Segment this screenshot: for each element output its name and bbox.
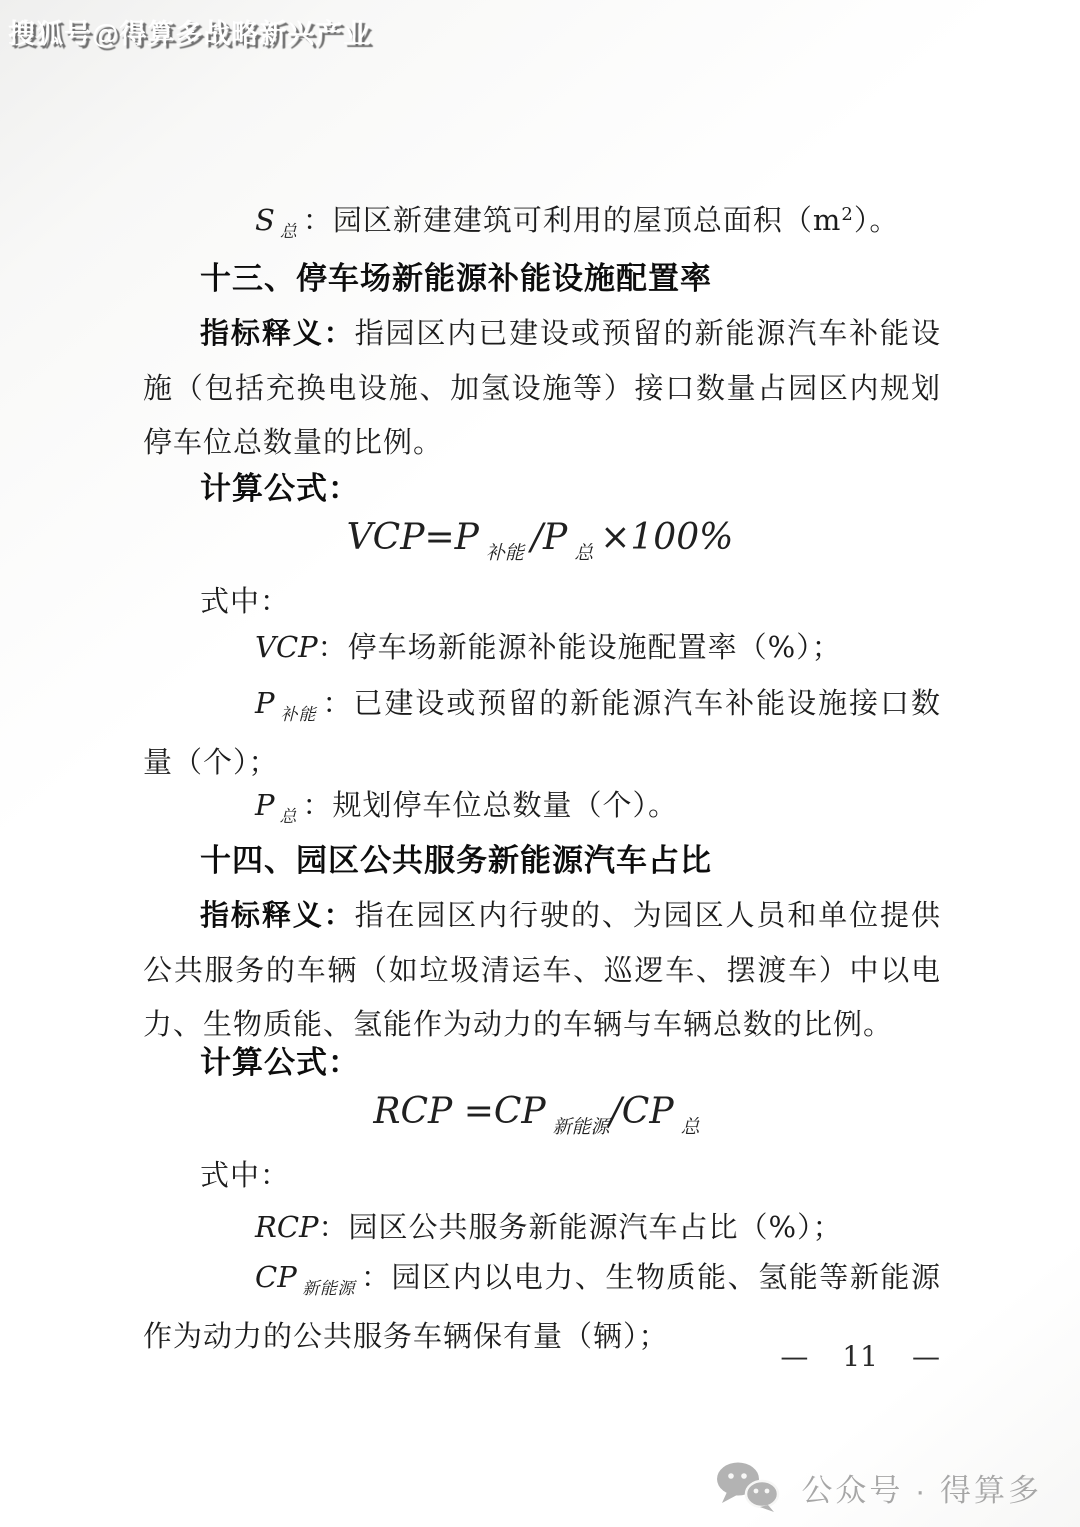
formula-rcp	[0, 1090, 1080, 1139]
section-13-heading: 十三、停车场新能源补能设施配置率	[200, 261, 712, 296]
formula-vcp-lhs: VCP=P	[346, 517, 479, 558]
vcp-term-text: ：停车场新能源补能设施配置率（%）；	[317, 630, 842, 664]
rcp-term-text: ：园区公共服务新能源汽车占比（%）；	[318, 1210, 843, 1244]
formula-vcp-rhs: ×100%	[600, 517, 734, 558]
cp-newenergy-term-text: ：园区内以电力、生物质能、氢能等新能源作为动力的公共服务车辆保有量（辆）；	[143, 1260, 941, 1353]
s-line-text: ：园区新建建筑可利用的屋顶总面积（m	[302, 203, 842, 237]
formula-vcp-sub2: 总	[574, 542, 594, 564]
var-s-subscript: 总	[279, 222, 297, 242]
formula-vcp	[0, 516, 1080, 565]
s-line-tail: ）。	[853, 203, 900, 237]
calc-formula-label-13: 计算公式：	[200, 471, 360, 506]
sohu-watermark: 搜狐号@得算多战略新兴产业	[8, 19, 372, 49]
section-14-definition	[143, 888, 941, 1051]
wechat-icon	[715, 1462, 785, 1512]
section-13-definition	[143, 306, 941, 469]
p-total-term-text: ：规划停车位总数量（个）。	[302, 788, 679, 822]
page-number-value: 11	[842, 1340, 878, 1373]
formula-rcp-sub1: 新能源	[552, 1116, 610, 1138]
s-total-definition-line	[143, 193, 941, 252]
where-label-14: 式中：	[200, 1158, 291, 1192]
var-p-supply-subscript: 补能	[279, 705, 317, 725]
var-vcp: VCP	[255, 630, 318, 664]
wechat-account-badge	[715, 1462, 1042, 1512]
formula-vcp-mid: /P	[530, 517, 568, 558]
p-total-term-line	[143, 778, 941, 837]
formula-rcp-lhs: RCP =CP	[373, 1091, 546, 1132]
var-p-supply: P	[255, 686, 275, 720]
formula-rcp-mid: /CP	[609, 1091, 674, 1132]
section-14-heading: 十四、园区公共服务新能源汽车占比	[200, 843, 712, 878]
where-label-13: 式中：	[200, 584, 291, 618]
var-p-total-subscript: 总	[279, 807, 297, 827]
var-rcp: RCP	[255, 1210, 319, 1244]
definition-text-14: 指在园区内行驶的、为园区人员和单位提供公共服务的车辆（如垃圾清运车、巡逻车、摆渡车）中以电力、生物质能、氢能作为动力的车辆与车辆总数的比例。	[143, 898, 941, 1041]
var-cp-newenergy: CP	[255, 1260, 297, 1294]
var-cp-newenergy-subscript: 新能源	[301, 1279, 355, 1299]
definition-label-14: 指标释义：	[200, 900, 355, 932]
var-p-total: P	[255, 788, 275, 822]
page-number	[780, 1340, 940, 1373]
vcp-term-line	[143, 620, 941, 674]
page-number-dash-right: —	[912, 1340, 940, 1373]
p-supply-term-line	[143, 676, 941, 789]
definition-text-13: 指园区内已建设或预留的新能源汽车补能设施（包括充换电设施、加氢设施等）接口数量占园区内规划停车位总数量的比例。	[143, 316, 941, 459]
wechat-account-label: 公众号 · 得算多	[801, 1472, 1042, 1508]
definition-label-13: 指标释义：	[200, 318, 355, 350]
m2-superscript: 2	[841, 204, 854, 225]
rcp-term-line	[143, 1200, 941, 1254]
calc-formula-label-14: 计算公式：	[200, 1045, 360, 1080]
page-number-dash-left: —	[780, 1340, 809, 1373]
formula-rcp-sub2: 总	[680, 1116, 700, 1138]
p-supply-term-text: ：已建设或预留的新能源汽车补能设施接口数量（个）；	[143, 686, 941, 779]
var-s: S	[255, 203, 275, 237]
formula-vcp-sub1: 补能	[485, 542, 524, 564]
